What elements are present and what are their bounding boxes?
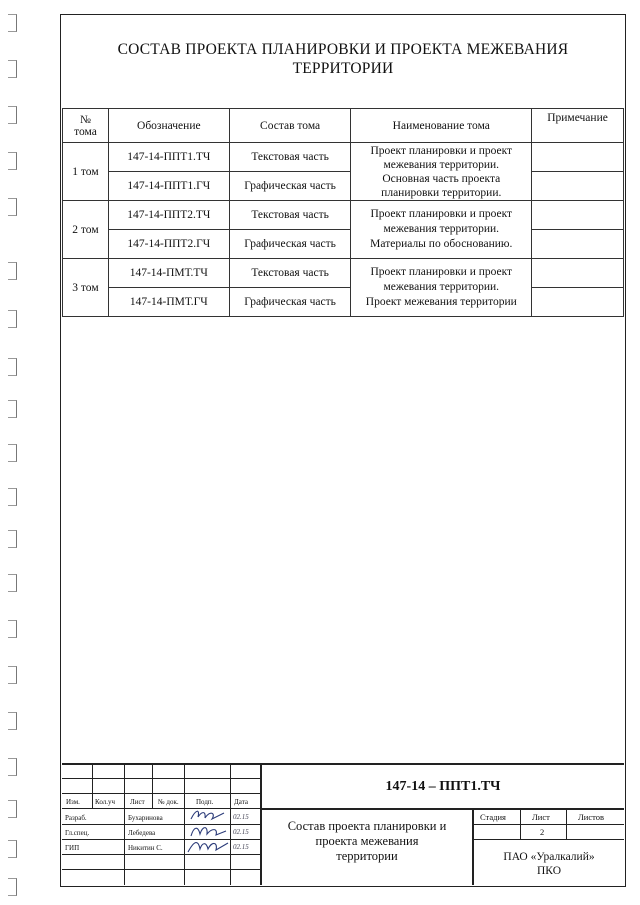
header-designation: Обозначение: [108, 109, 229, 143]
stamp-line: [472, 839, 624, 840]
note-cell: [532, 230, 624, 259]
stamp-col-list: Лист: [130, 798, 145, 806]
stamp-line: [230, 763, 231, 885]
stamp-col-doc: № док.: [158, 798, 179, 806]
composition-cell: Графическая часть: [229, 230, 351, 259]
binding-mark: [8, 878, 17, 896]
table-row: [63, 288, 624, 317]
table-row: [63, 230, 624, 259]
stamp-col-date: Дата: [234, 798, 248, 806]
table-row: [63, 172, 624, 201]
binding-mark: [8, 106, 17, 124]
role-date: 02.15: [233, 813, 249, 821]
volume-name-cell: Проект планировки и проект межевания территории. Проект межевания территории: [351, 259, 532, 317]
header-note: Примечание: [532, 109, 624, 143]
note-cell: [532, 143, 624, 172]
binding-mark: [8, 400, 17, 418]
designation-cell: 147-14-ПМТ.ТЧ: [108, 259, 229, 288]
note-cell: [532, 201, 624, 230]
stamp-col-izm: Изм.: [66, 798, 80, 806]
role-date: 02.15: [233, 843, 249, 851]
binding-mark: [8, 358, 17, 376]
binding-mark: [8, 712, 17, 730]
title-block: [62, 763, 624, 885]
binding-mark: [8, 262, 17, 280]
volume-label: 1 том: [63, 143, 109, 201]
document-title: Состав проекта планировки и проекта межевания территории: [287, 819, 447, 863]
stamp-line: [92, 763, 93, 809]
composition-cell: Текстовая часть: [229, 201, 351, 230]
composition-table: [62, 108, 624, 317]
sheet-number: 2: [540, 827, 545, 837]
role-name: Никитин С.: [128, 844, 163, 852]
role-label: ГИП: [65, 844, 80, 852]
binding-mark: [8, 60, 17, 78]
stamp-line: [520, 808, 521, 839]
organization: ПАО «Уралкалий» ПКО: [503, 851, 595, 877]
note-cell: [532, 172, 624, 201]
binding-mark: [8, 620, 17, 638]
designation-cell: 147-14-ППТ1.ТЧ: [108, 143, 229, 172]
binding-mark: [8, 310, 17, 328]
designation-cell: 147-14-ПМТ.ГЧ: [108, 288, 229, 317]
header-name: Наименование тома: [351, 109, 532, 143]
binding-mark: [8, 666, 17, 684]
binding-mark: [8, 14, 17, 32]
stamp-line: [472, 824, 624, 825]
title-line: ТЕРРИТОРИИ: [292, 60, 394, 77]
stamp-line: [566, 808, 567, 839]
binding-mark: [8, 444, 17, 462]
table-row: [63, 259, 624, 288]
table-header-row: [63, 109, 624, 143]
stamp-line: [124, 763, 125, 885]
binding-mark: [8, 198, 17, 216]
sheets-label: Листов: [578, 812, 604, 822]
designation-cell: 147-14-ППТ2.ГЧ: [108, 230, 229, 259]
binding-margin: [4, 0, 18, 905]
stage-label: Стадия: [480, 812, 506, 822]
binding-mark: [8, 800, 17, 818]
binding-mark: [8, 840, 17, 858]
role-name: Лебедева: [128, 829, 156, 837]
table-row: [63, 143, 624, 172]
sheet-label: Лист: [532, 812, 550, 822]
title-line: СОСТАВ ПРОЕКТА ПЛАНИРОВКИ И ПРОЕКТА МЕЖЕВАНИЯ: [117, 41, 569, 58]
volume-label: 3 том: [63, 259, 109, 317]
header-composition: Состав тома: [229, 109, 351, 143]
stamp-col-sign: Подп.: [196, 798, 214, 806]
volume-label: 2 том: [63, 201, 109, 259]
note-cell: [532, 288, 624, 317]
volume-name-cell: Проект планировки и проект межевания территории. Основная часть проекта планировки территории.: [351, 143, 532, 201]
binding-mark: [8, 488, 17, 506]
composition-cell: Текстовая часть: [229, 143, 351, 172]
role-name: Бухаринова: [128, 814, 163, 822]
stamp-line: [260, 808, 624, 810]
role-label: Гл.спец.: [65, 829, 90, 837]
role-date: 02.15: [233, 828, 249, 836]
stamp-line: [62, 763, 624, 765]
binding-mark: [8, 152, 17, 170]
stamp-line: [184, 763, 185, 885]
header-num: № тома: [63, 109, 109, 143]
designation-cell: 147-14-ППТ2.ТЧ: [108, 201, 229, 230]
composition-cell: Графическая часть: [229, 288, 351, 317]
composition-cell: Графическая часть: [229, 172, 351, 201]
stamp-line: [152, 763, 153, 809]
page-title: [60, 40, 626, 78]
table-row: [63, 201, 624, 230]
designation-cell: 147-14-ППТ1.ГЧ: [108, 172, 229, 201]
volume-name-cell: Проект планировки и проект межевания территории. Материалы по обоснованию.: [351, 201, 532, 259]
binding-mark: [8, 758, 17, 776]
document-code: 147-14 – ППТ1.ТЧ: [385, 779, 501, 794]
note-cell: [532, 259, 624, 288]
binding-mark: [8, 574, 17, 592]
composition-cell: Текстовая часть: [229, 259, 351, 288]
stamp-col-kol: Кол.уч: [95, 798, 115, 806]
binding-mark: [8, 530, 17, 548]
role-label: Разраб.: [65, 814, 87, 822]
